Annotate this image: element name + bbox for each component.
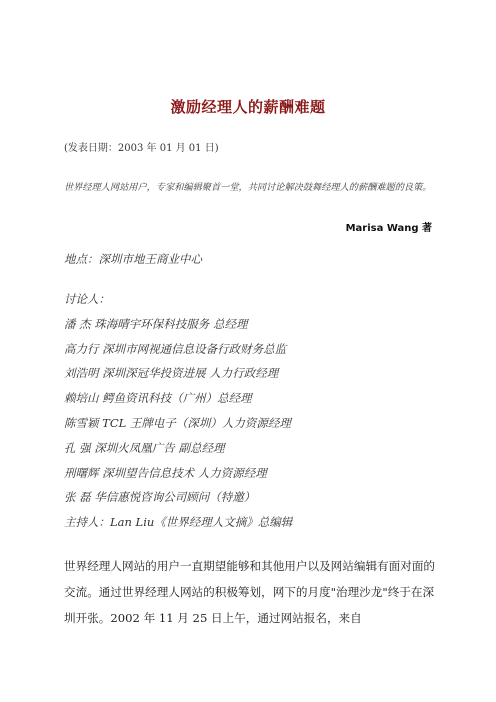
article-intro: 世界经理人网站用户，专家和编辑聚首一堂，共同讨论解决鼓舞经理人的薪酬难题的良策。 xyxy=(64,182,432,193)
publish-date: (发表日期：2003 年 01 月 01 日) xyxy=(64,143,219,154)
article-title: 激励经理人的薪酬难题 xyxy=(170,98,326,116)
discussant-list xyxy=(64,291,292,539)
host-line: 主持人：Lan Liu《世界经理人文摘》总编辑 xyxy=(64,515,293,530)
discussant-item: 潘 杰 珠海晴宇环保科技服务 总经理 xyxy=(64,316,248,331)
meeting-location: 地点：深圳市地王商业中心 xyxy=(64,252,202,266)
discussant-item: 高力行 深圳市网视通信息设备行政财务总监 xyxy=(64,341,287,356)
discussant-item: 陈雪颖 TCL 王牌电子（深圳）人力资源经理 xyxy=(64,415,291,430)
article-author: Marisa Wang 著 xyxy=(345,223,432,234)
discussant-item: 赖培山 鳄鱼资讯科技（广州）总经理 xyxy=(64,391,252,406)
discussant-item: 刑曙辉 深圳望告信息技术 人力资源经理 xyxy=(64,465,267,480)
discussant-item: 张 磊 华信惠悦咨询公司顾问（特邀） xyxy=(64,490,256,505)
discussant-item: 刘浩明 深圳深冠华投资进展 人力行政经理 xyxy=(64,366,279,381)
discussant-item: 孔 强 深圳火凤凰广告 副总经理 xyxy=(64,440,225,455)
article-body: 世界经理人网站的用户一直期望能够和其他用户以及网站编辑有面对面的交流。通过世界经理人网站的积极筹划，网下的月度"治理沙龙"终于在深圳开张。2002 年 11 月 25 日上午，通过网站报名，来自 xyxy=(64,559,436,625)
discussants-heading: 讨论人： xyxy=(64,292,110,306)
